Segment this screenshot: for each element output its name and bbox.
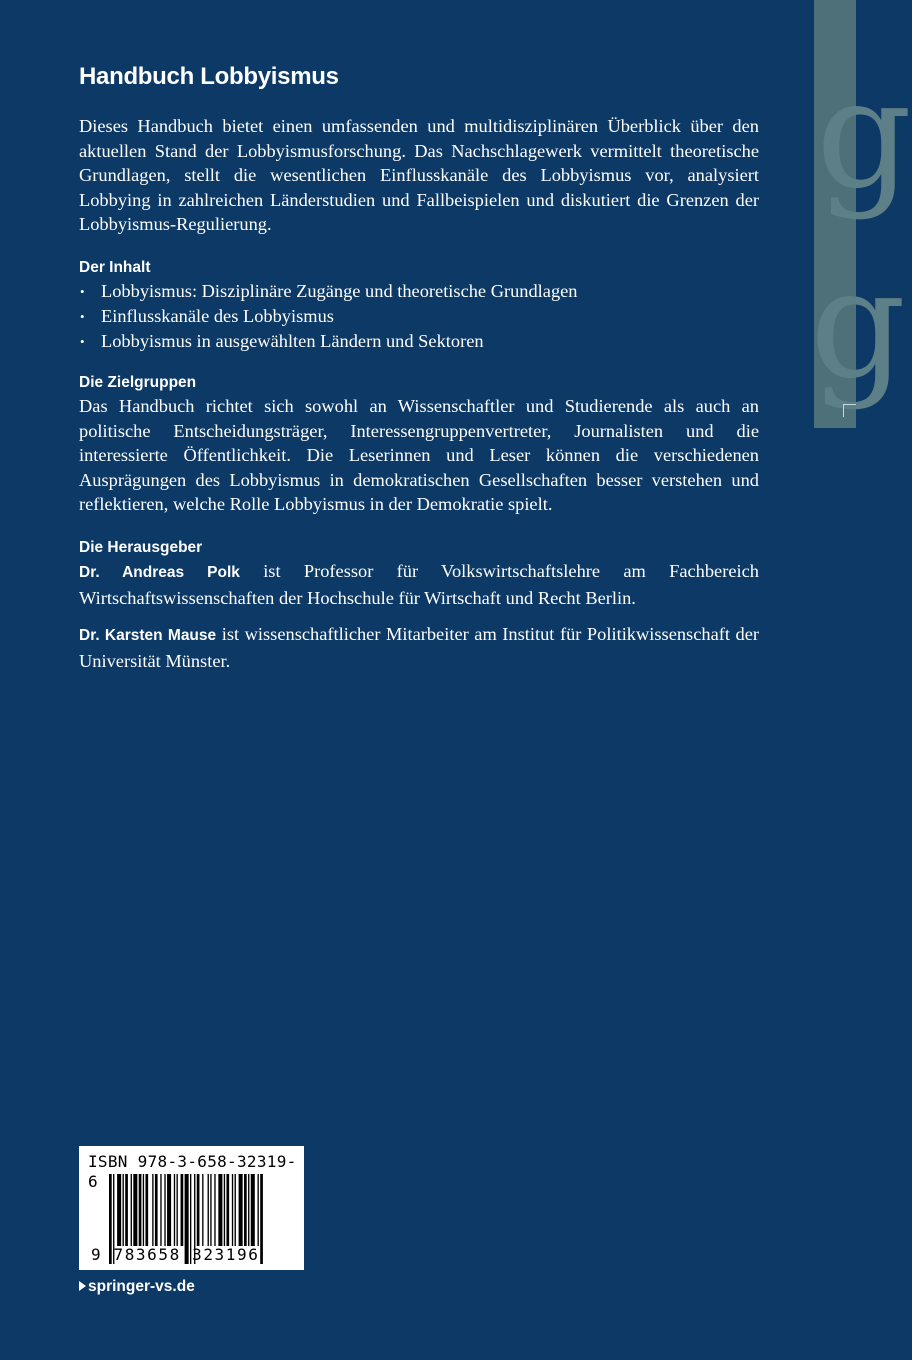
ean-digits: 9 783658 323196 xyxy=(91,1245,260,1264)
barcode-bar xyxy=(164,1174,165,1246)
corner-mark xyxy=(843,404,856,417)
barcode-bar xyxy=(143,1174,144,1246)
barcode-bar xyxy=(210,1174,211,1246)
barcode-bar xyxy=(239,1174,243,1246)
barcode-bar xyxy=(123,1174,124,1246)
barcode-bar xyxy=(235,1174,236,1246)
barcode-bar xyxy=(208,1174,209,1246)
barcode-bar xyxy=(181,1174,184,1246)
arrow-right-icon xyxy=(79,1281,86,1291)
barcode-bar xyxy=(145,1174,148,1246)
list-item: • Lobbyismus in ausgewählten Ländern und Sektoren xyxy=(79,329,759,354)
bullet-icon: • xyxy=(80,308,85,324)
barcode-bar xyxy=(251,1174,255,1246)
bullet-icon: • xyxy=(80,283,85,299)
barcode-bar xyxy=(139,1174,142,1246)
barcode-bar xyxy=(224,1174,225,1246)
editor-bio: ist Professor für Volkswirtschaftslehre am Fachbereich Wirtschaftswissenschaften der Hochschule für Wirtschaft und Recht Berlin. xyxy=(79,560,759,608)
intro-paragraph: Dieses Handbuch bietet einen umfassenden und multidisziplinären Überblick über den aktuellen Stand der Lobbyismusforschung. Das Nachschlagewerk vermittelt theoretische Grundlagen, stellt die wesentlichen Einflusskanäle des Lobbyismus vor, analysiert Lobbying in zahlreichen Länderstudien und Fallbeispielen und diskutiert die Grenzen der Lobbyismus-Regulierung. xyxy=(79,116,759,235)
barcode-bar xyxy=(197,1174,200,1246)
barcode-bar xyxy=(248,1174,249,1246)
barcode-bar xyxy=(214,1174,215,1246)
barcode-bar xyxy=(133,1174,137,1246)
list-item: • Lobbyismus: Disziplinäre Zugänge und theoretische Grundlagen xyxy=(79,279,759,304)
contents-heading: Der Inhalt xyxy=(79,258,151,276)
editor-name: Dr. Andreas Polk xyxy=(79,563,240,581)
barcode-bar xyxy=(155,1174,158,1246)
barcode-bar xyxy=(174,1174,175,1246)
barcode-bar xyxy=(202,1174,203,1246)
barcode-bar xyxy=(117,1174,121,1246)
barcode-bar xyxy=(232,1174,233,1246)
decorative-letter-glyph: g xyxy=(810,238,907,412)
barcode-bar xyxy=(218,1174,222,1246)
editor-entry xyxy=(79,559,759,610)
publisher-url: springer-vs.de xyxy=(88,1278,195,1295)
audience-heading: Die Zielgruppen xyxy=(79,373,197,391)
barcode-bar xyxy=(125,1174,128,1246)
isbn-barcode xyxy=(79,1146,304,1270)
decorative-letter-glyph: g xyxy=(816,48,912,222)
bullet-icon: • xyxy=(80,333,85,349)
barcode-bar xyxy=(244,1174,247,1246)
book-title: Handbuch Lobbyismus xyxy=(79,63,339,90)
back-cover-text xyxy=(79,62,759,673)
barcode-bar xyxy=(131,1174,132,1246)
barcode-bar xyxy=(152,1174,153,1246)
editor-name: Dr. Karsten Mause xyxy=(79,627,217,645)
barcode-bar xyxy=(160,1174,161,1246)
audience-paragraph: Das Handbuch richtet sich sowohl an Wissenschaftler und Studierende als auch an politische Entscheidungsträger, Interessengruppenvertreter, Journalisten und die interessierte Öffentlichkeit. Die Leserinnen und Leser können die verschiedenen Ausprägungen des Lobbyismus in demokratischen Gesellschaften besser verstehen und reflektieren, welche Rolle Lobbyismus in der Demokratie spielt. xyxy=(79,395,759,515)
barcode-bar xyxy=(167,1174,171,1246)
editors-heading: Die Herausgeber xyxy=(79,538,203,556)
barcode-bar xyxy=(177,1174,178,1246)
cover-edge-strip xyxy=(810,0,912,428)
editor-entry xyxy=(79,622,759,673)
isbn-label: ISBN 978-3-658-32319-6 xyxy=(88,1152,297,1191)
barcode-bar xyxy=(226,1174,229,1246)
contents-list xyxy=(79,279,759,354)
barcode-bar xyxy=(258,1174,259,1246)
publisher-link[interactable] xyxy=(79,1276,195,1298)
list-item: • Einflusskanäle des Lobbyismus xyxy=(79,304,759,329)
editor-bio: ist wissenschaftlicher Mitarbeiter am Institut für Politikwissenschaft der Universität Münster. xyxy=(79,624,759,671)
